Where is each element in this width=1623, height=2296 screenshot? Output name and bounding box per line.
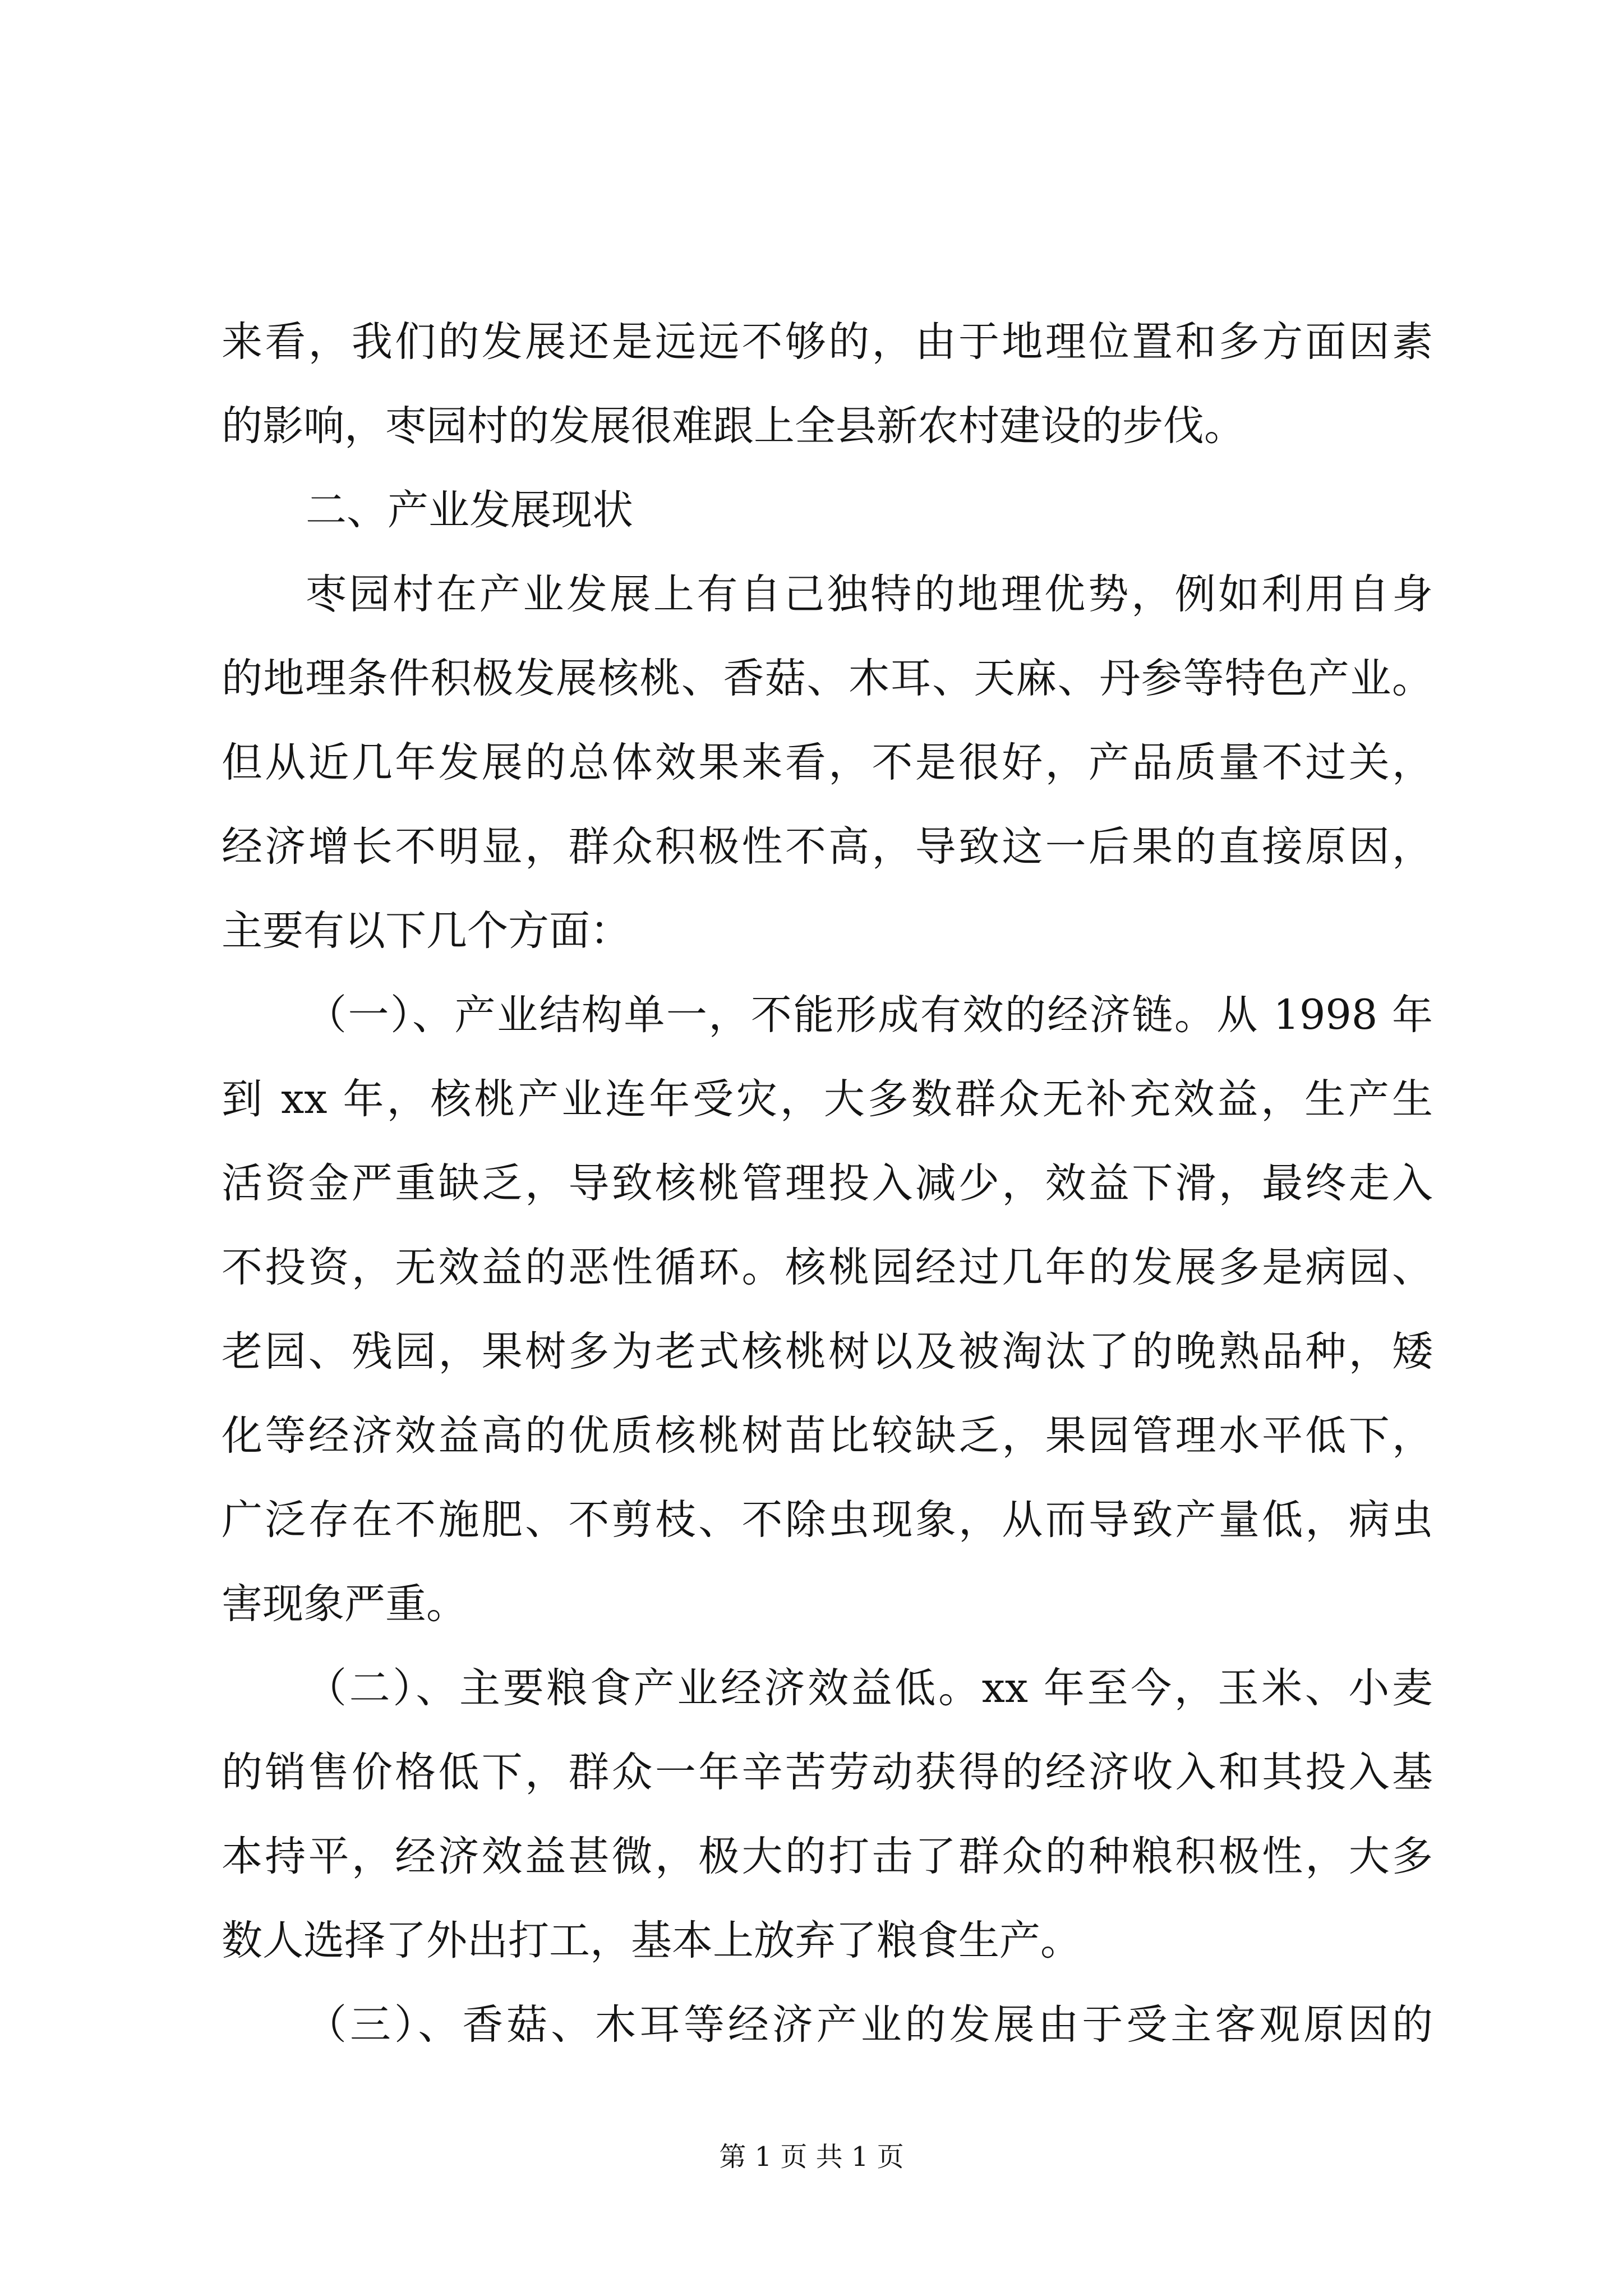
paragraph-line: （二）、主要粮食产业经济效益低。xx 年至今，玉米、小麦 <box>306 1664 1433 1712</box>
paragraph-line: 但从近几年发展的总体效果来看，不是很好，产品质量不过关， <box>222 739 1433 786</box>
document-body <box>222 300 1433 2067</box>
paragraph <box>222 973 1433 1646</box>
section-heading-text: 二、产业发展现状 <box>306 486 633 534</box>
paragraph-line: 老园、残园，果树多为老式核桃树以及被淘汰了的晚熟品种，矮 <box>222 1328 1433 1375</box>
paragraph-line: 的地理条件积极发展核桃、香菇、木耳、天麻、丹参等特色产业。 <box>222 655 1433 702</box>
paragraph <box>222 300 1433 468</box>
paragraph-line: 本持平，经济效益甚微，极大的打击了群众的种粮积极性，大多 <box>222 1833 1433 1880</box>
paragraph <box>222 1983 1433 2067</box>
paragraph-line: 不投资，无效益的恶性循环。核桃园经过几年的发展多是病园、 <box>222 1244 1433 1291</box>
paragraph-line: 的影响，枣园村的发展很难跟上全县新农村建设的步伐。 <box>222 402 1245 450</box>
paragraph-line: （三）、香菇、木耳等经济产业的发展由于受主客观原因的 <box>306 2001 1433 2049</box>
paragraph-line: 广泛存在不施肥、不剪枝、不除虫现象，从而导致产量低，病虫 <box>222 1496 1433 1544</box>
section-heading <box>222 468 1433 553</box>
page-footer: 第 1 页 共 1 页 <box>719 2141 904 2173</box>
paragraph-line: 枣园村在产业发展上有自己独特的地理优势，例如利用自身 <box>306 570 1433 618</box>
paragraph-line: 数人选择了外出打工，基本上放弃了粮食生产。 <box>222 1917 1081 1964</box>
paragraph <box>222 1646 1433 1983</box>
paragraph <box>222 553 1433 973</box>
paragraph-line: 害现象严重。 <box>222 1580 467 1628</box>
paragraph-line: 的销售价格低下，群众一年辛苦劳动获得的经济收入和其投入基 <box>222 1749 1433 1796</box>
paragraph-line: 活资金严重缺乏，导致核桃管理投入减少，效益下滑，最终走入 <box>222 1159 1433 1207</box>
paragraph-line: 来看，我们的发展还是远远不够的，由于地理位置和多方面因素 <box>222 318 1433 366</box>
paragraph-line: 到 xx 年，核桃产业连年受灾，大多数群众无补充效益，生产生 <box>222 1075 1433 1123</box>
paragraph-line: （一）、产业结构单一，不能形成有效的经济链。从 1998 年 <box>306 991 1433 1039</box>
paragraph-line: 经济增长不明显，群众积极性不高，导致这一后果的直接原因， <box>222 823 1433 871</box>
paragraph-line: 主要有以下几个方面： <box>222 907 631 955</box>
paragraph-line: 化等经济效益高的优质核桃树苗比较缺乏，果园管理水平低下， <box>222 1412 1433 1460</box>
